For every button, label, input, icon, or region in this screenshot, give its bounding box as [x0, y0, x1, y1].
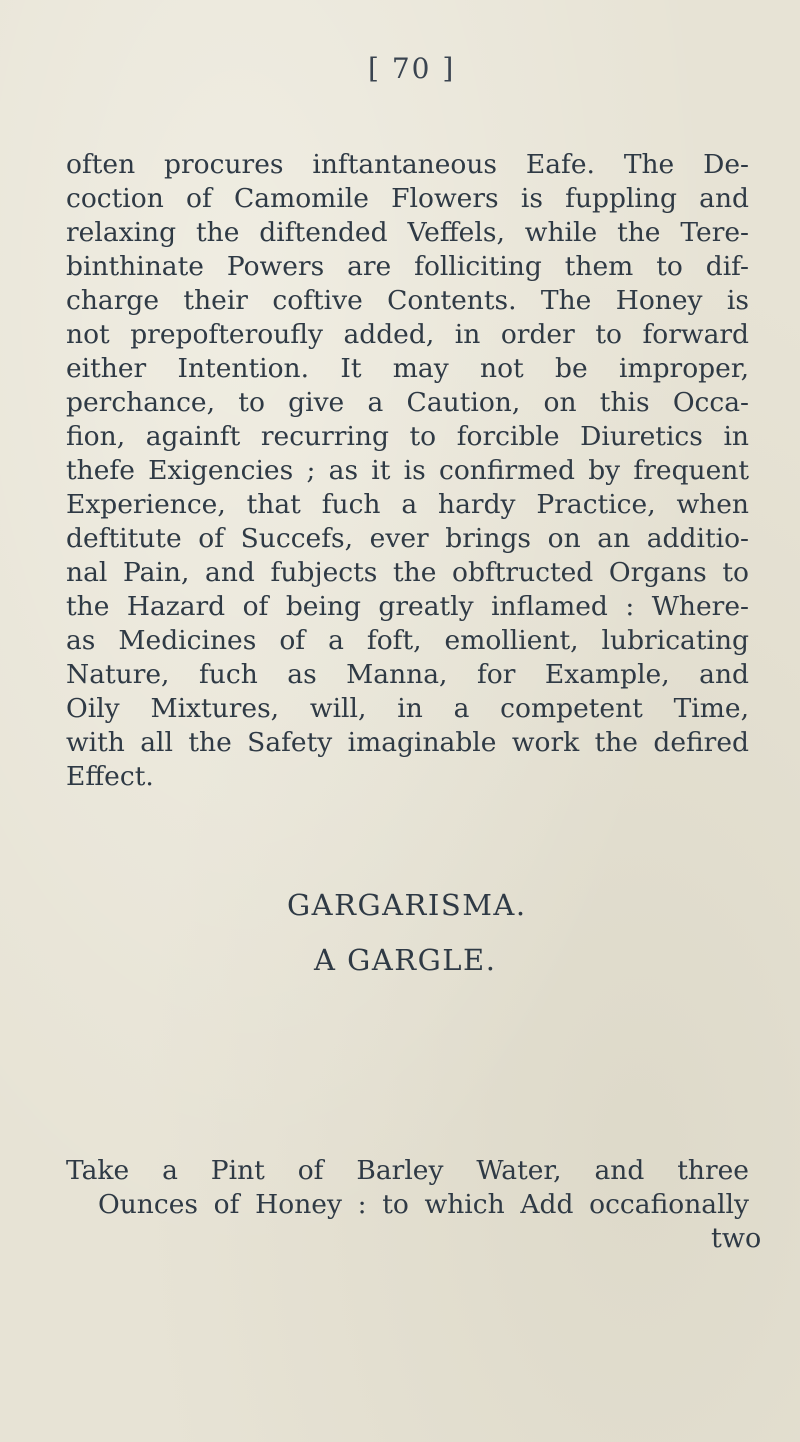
text-line: Experience, that fuch a hardy Practice, when: [66, 489, 749, 520]
text-line: as Medicines of a foft, emollient, lubricating: [66, 625, 749, 656]
text-line: not prepofteroufly added, in order to forward: [66, 319, 749, 350]
text-line: with all the Safety imaginable work the defired: [66, 727, 749, 758]
text-line: perchance, to give a Caution, on this Occa-: [66, 387, 749, 418]
text-line: relaxing the diftended Veffels, while the Tere-: [66, 217, 749, 248]
text-line: deftitute of Succefs, ever brings on an additio-: [66, 523, 749, 554]
text-line: Ounces of Honey : to which Add occafionally: [98, 1189, 749, 1220]
text-line: often procures inftantaneous Eafe. The De-: [66, 149, 749, 180]
recipe-heading-english: A GARGLE.: [314, 943, 497, 977]
page-number: [ 70 ]: [368, 52, 456, 85]
text-line: Oily Mixtures, will, in a competent Time,: [66, 693, 749, 724]
text-line: binthinate Powers are folliciting them to dif-: [66, 251, 749, 282]
text-line: the Hazard of being greatly inflamed : Where-: [66, 591, 749, 622]
text-line: coction of Camomile Flowers is fuppling and: [66, 183, 749, 214]
text-line: thefe Exigencies ; as it is confirmed by frequent: [66, 455, 749, 486]
recipe-heading-latin: GARGARISMA.: [287, 888, 527, 922]
text-line: Effect.: [66, 761, 154, 792]
text-line: either Intention. It may not be improper,: [66, 353, 749, 384]
text-line: charge their coftive Contents. The Honey is: [66, 285, 749, 316]
text-line: nal Pain, and fubjects the obftructed Organs to: [66, 557, 749, 588]
text-line: Take a Pint of Barley Water, and three: [66, 1155, 749, 1186]
catchword: two: [711, 1223, 762, 1254]
text-line: Nature, fuch as Manna, for Example, and: [66, 659, 749, 690]
text-line: fion, againft recurring to forcible Diuretics in: [66, 421, 749, 452]
